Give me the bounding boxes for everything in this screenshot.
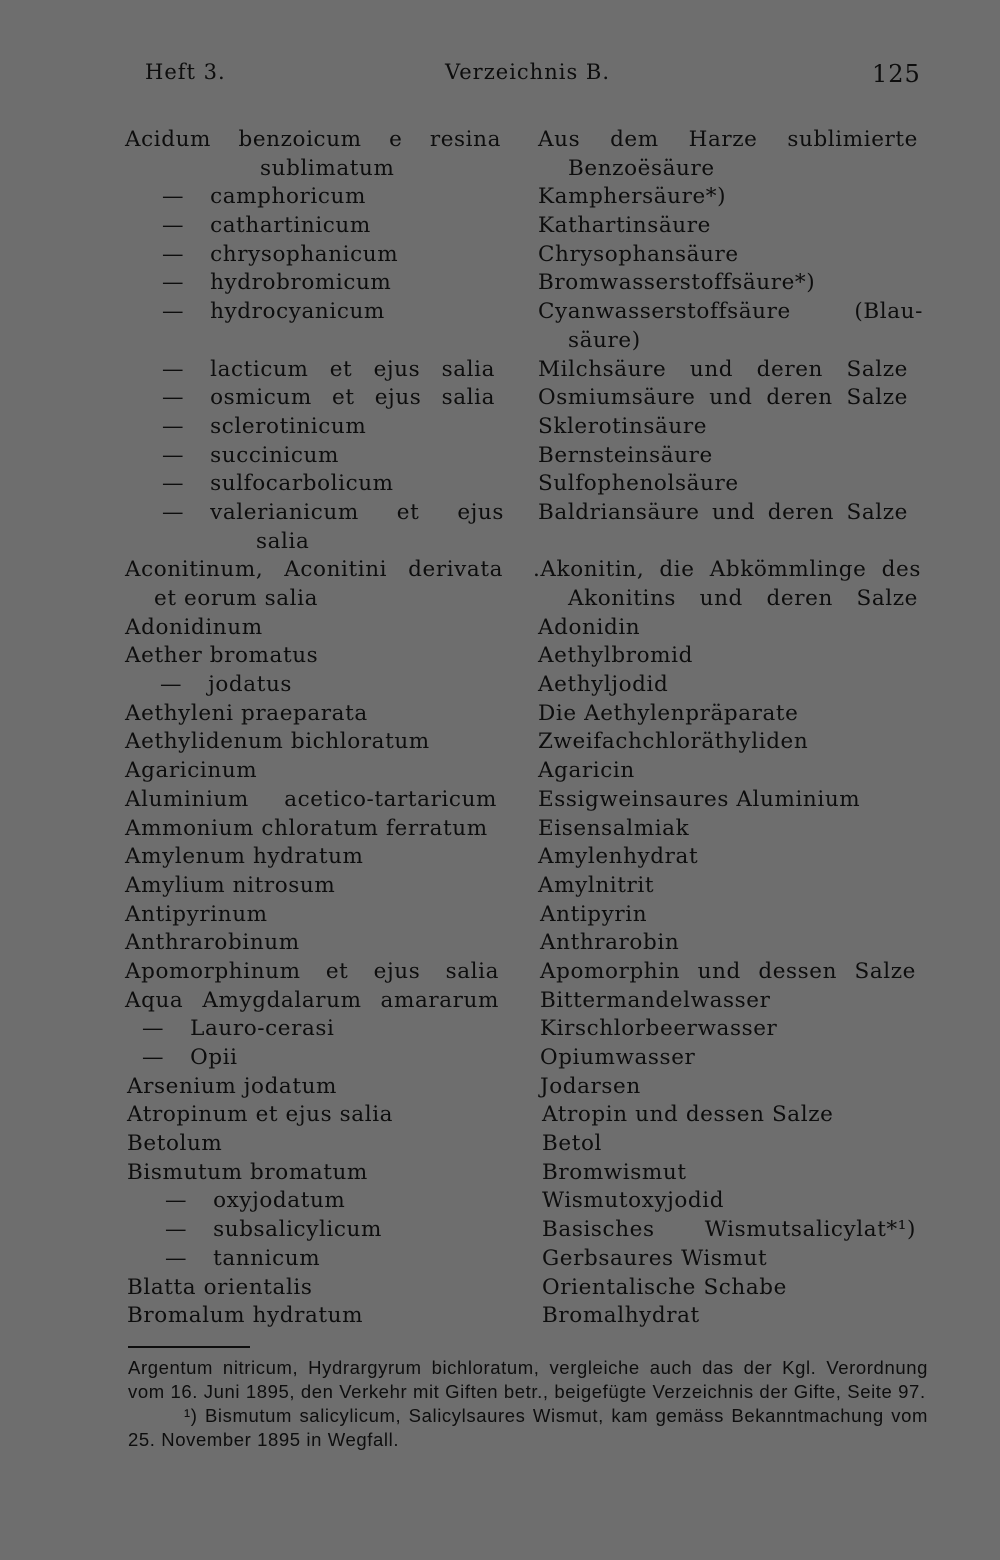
german-name: Amylenhydrat bbox=[538, 844, 699, 870]
german-name: Sklerotinsäure bbox=[538, 413, 708, 439]
latin-name-text: Aqua Amygdalarum amararum bbox=[125, 987, 499, 1013]
german-name: Zweifachchloräthyliden bbox=[538, 729, 809, 755]
latin-name bbox=[165, 1188, 545, 1213]
german-name: Apomorphin und dessen Salze bbox=[540, 958, 916, 984]
latin-name bbox=[125, 873, 505, 898]
german-name: Atropin und dessen Salze bbox=[542, 1102, 834, 1128]
latin-name-text: Blatta orientalis bbox=[127, 1274, 313, 1300]
latin-name bbox=[142, 1045, 522, 1070]
latin-name bbox=[125, 816, 505, 841]
table-row bbox=[0, 299, 1000, 328]
latin-name bbox=[162, 414, 542, 439]
latin-name-text: Bromalum hydratum bbox=[127, 1303, 364, 1329]
latin-name bbox=[162, 385, 495, 410]
table-row bbox=[0, 500, 1000, 529]
ditto-dash: — bbox=[162, 213, 185, 239]
latin-name bbox=[125, 729, 505, 754]
table-row bbox=[0, 270, 1000, 299]
german-name: Chrysophansäure bbox=[538, 241, 739, 267]
latin-name bbox=[125, 988, 499, 1013]
table-row bbox=[0, 471, 1000, 500]
latin-name bbox=[162, 213, 542, 238]
ditto-dash: — bbox=[160, 672, 183, 698]
german-name: Aethylbromid bbox=[538, 643, 693, 669]
table-row bbox=[0, 586, 1000, 615]
ditto-dash: — bbox=[162, 241, 185, 267]
latin-name bbox=[125, 127, 501, 152]
german-name: Jodarsen bbox=[540, 1073, 641, 1099]
table-row bbox=[0, 443, 1000, 472]
table-row bbox=[0, 1160, 1000, 1189]
latin-name-text: Bismutum bromatum bbox=[127, 1159, 368, 1185]
latin-name bbox=[125, 959, 499, 984]
latin-name bbox=[125, 557, 503, 582]
ditto-dash: — bbox=[162, 499, 185, 525]
header-issue: Heft 3. bbox=[145, 60, 226, 84]
german-name: Akonitins und deren Salze bbox=[568, 586, 918, 611]
table-row bbox=[0, 1188, 1000, 1217]
latin-name-text: subsalicylicum bbox=[213, 1217, 382, 1243]
ditto-dash: — bbox=[165, 1188, 188, 1214]
latin-name bbox=[125, 902, 505, 927]
table-row bbox=[0, 1303, 1000, 1332]
latin-name bbox=[127, 1131, 507, 1156]
table-row bbox=[0, 959, 1000, 988]
ditto-dash: — bbox=[162, 270, 185, 296]
german-name: Bromalhydrat bbox=[542, 1303, 700, 1329]
latin-name bbox=[125, 643, 505, 668]
ditto-dash: — bbox=[165, 1217, 188, 1243]
table-row bbox=[0, 643, 1000, 672]
latin-name bbox=[160, 672, 540, 697]
latin-name-text: Aether bromatus bbox=[125, 643, 319, 669]
latin-name-text: oxyjodatum bbox=[213, 1188, 346, 1214]
latin-name bbox=[162, 471, 542, 496]
substance-table bbox=[0, 127, 1000, 1332]
ditto-dash: — bbox=[165, 1245, 188, 1271]
table-row bbox=[0, 701, 1000, 730]
latin-name bbox=[125, 844, 505, 869]
latin-name bbox=[142, 1016, 522, 1041]
page-number: 125 bbox=[872, 60, 921, 88]
german-name: Kamphersäure*) bbox=[538, 184, 727, 210]
german-name: Kathartinsäure bbox=[538, 213, 711, 239]
ditto-dash: — bbox=[162, 299, 185, 325]
latin-name bbox=[256, 529, 636, 554]
latin-name-text: succinicum bbox=[210, 442, 339, 468]
german-name: Betol bbox=[542, 1131, 602, 1157]
latin-name bbox=[165, 1217, 545, 1242]
latin-name-text: Amylenum hydratum bbox=[125, 844, 364, 870]
table-row bbox=[0, 615, 1000, 644]
german-name: Bittermandelwasser bbox=[540, 987, 771, 1013]
german-name: Kirschlorbeerwasser bbox=[540, 1016, 778, 1042]
latin-name-text: Betolum bbox=[127, 1131, 223, 1157]
table-row bbox=[0, 557, 1000, 586]
german-name: Anthrarobin bbox=[540, 930, 680, 956]
table-row bbox=[0, 1102, 1000, 1131]
german-name: Essigweinsaures Aluminium bbox=[538, 786, 861, 812]
ditto-dash: — bbox=[162, 184, 185, 210]
running-header bbox=[0, 60, 1000, 94]
latin-name-text: hydrobromicum bbox=[210, 270, 392, 296]
latin-name-text: salia bbox=[256, 528, 310, 554]
latin-name-text: cathartinicum bbox=[210, 213, 371, 239]
latin-name bbox=[125, 787, 497, 812]
footnote-rule bbox=[128, 1346, 250, 1348]
latin-name-text: Lauro-cerasi bbox=[190, 1016, 335, 1042]
latin-name bbox=[125, 930, 505, 955]
latin-name-text: Amylium nitrosum bbox=[125, 872, 336, 898]
latin-name bbox=[127, 1303, 507, 1328]
latin-name-text: Ammonium chloratum ferratum bbox=[125, 815, 488, 841]
table-row bbox=[0, 930, 1000, 959]
german-name: Eisensalmiak bbox=[538, 815, 690, 841]
latin-name bbox=[127, 1074, 507, 1099]
german-name: .Akonitin, die Abkömmlinge des bbox=[533, 557, 921, 583]
german-name: Adonidin bbox=[538, 614, 641, 640]
ditto-dash: — bbox=[142, 1045, 165, 1070]
latin-name-text: jodatus bbox=[208, 672, 293, 698]
latin-name bbox=[162, 357, 495, 382]
german-name: Baldriansäure und deren Salze bbox=[538, 499, 908, 525]
german-name: Wismutoxyjodid bbox=[542, 1188, 725, 1214]
latin-name-text: Adonidinum bbox=[125, 614, 263, 640]
table-row bbox=[0, 844, 1000, 873]
latin-name bbox=[125, 758, 505, 783]
german-name: Osmiumsäure und deren Salze bbox=[538, 385, 908, 411]
latin-name-text: Apomorphinum et ejus salia bbox=[125, 958, 499, 984]
table-row bbox=[0, 328, 1000, 357]
table-row bbox=[0, 184, 1000, 213]
latin-name bbox=[154, 586, 534, 611]
latin-name-text: Acidum benzoicum e resina bbox=[125, 127, 501, 152]
german-name: Opiumwasser bbox=[540, 1045, 696, 1070]
german-name: Bromwismut bbox=[542, 1159, 687, 1185]
latin-name bbox=[127, 1102, 507, 1127]
table-row bbox=[0, 156, 1000, 185]
header-title: Verzeichnis B. bbox=[445, 60, 610, 84]
german-name: Bromwasserstoffsäure*) bbox=[538, 270, 816, 296]
latin-name bbox=[125, 615, 505, 640]
table-row bbox=[0, 1074, 1000, 1103]
latin-name-text: sulfocarbolicum bbox=[210, 471, 394, 497]
latin-name-text: camphoricum bbox=[210, 184, 366, 210]
table-row bbox=[0, 1131, 1000, 1160]
table-row bbox=[0, 529, 1000, 558]
latin-name-text: sclerotinicum bbox=[210, 413, 367, 439]
table-row bbox=[0, 988, 1000, 1017]
table-row bbox=[0, 127, 1000, 156]
footnote-general: Argentum nitricum, Hydrargyrum bichloratum, vergleiche auch das der Kgl. Verordnung vom 16. Juni 1895, den Verkehr mit Giften betr., beigefügte Verzeichnis der Gifte, Seite 97. bbox=[128, 1357, 928, 1402]
german-name: Aethyljodid bbox=[538, 672, 669, 698]
table-row bbox=[0, 873, 1000, 902]
table-row bbox=[0, 1217, 1000, 1246]
latin-name-text: Anthrarobinum bbox=[125, 930, 300, 956]
latin-name-text: Atropinum et ejus salia bbox=[127, 1102, 394, 1128]
german-name: Milchsäure und deren Salze bbox=[538, 356, 908, 382]
latin-name-text: et eorum salia bbox=[154, 586, 319, 611]
german-name: Cyanwasserstoffsäure (Blau- bbox=[538, 299, 923, 325]
latin-name-text: Aethyleni praeparata bbox=[125, 700, 368, 726]
ditto-dash: — bbox=[142, 1016, 165, 1042]
german-name: säure) bbox=[568, 327, 641, 353]
table-row bbox=[0, 357, 1000, 386]
table-row bbox=[0, 729, 1000, 758]
table-row bbox=[0, 1275, 1000, 1304]
footnotes bbox=[128, 1356, 928, 1452]
table-row bbox=[0, 902, 1000, 931]
latin-name bbox=[162, 242, 542, 267]
table-row bbox=[0, 1045, 1000, 1074]
latin-name-text: Aluminium acetico-tartaricum bbox=[125, 786, 497, 812]
latin-name bbox=[162, 299, 542, 324]
german-name: Agaricin bbox=[538, 758, 635, 784]
latin-name bbox=[162, 184, 542, 209]
german-name: Orientalische Schabe bbox=[542, 1274, 787, 1300]
german-name: Aus dem Harze sublimierte bbox=[538, 127, 918, 152]
latin-name bbox=[127, 1160, 507, 1185]
footnote-1: ¹) Bismutum salicylicum, Salicylsaures Wismut, kam gemäss Bekanntmachung vom 25. November 1895 in Wegfall. bbox=[128, 1405, 928, 1450]
german-name: Bernsteinsäure bbox=[538, 442, 713, 468]
latin-name bbox=[127, 1275, 507, 1300]
latin-name-text: lacticum et ejus salia bbox=[210, 356, 495, 382]
table-row bbox=[0, 1016, 1000, 1045]
table-row bbox=[0, 758, 1000, 787]
latin-name-text: Aconitinum, Aconitini derivata bbox=[125, 557, 503, 583]
table-row bbox=[0, 1246, 1000, 1275]
latin-name-text: osmicum et ejus salia bbox=[210, 385, 495, 411]
latin-name-text: sublimatum bbox=[260, 155, 395, 181]
latin-name-text: tannicum bbox=[213, 1245, 321, 1271]
latin-name bbox=[162, 500, 504, 525]
latin-name-text: valerianicum et ejus bbox=[210, 499, 504, 525]
table-row bbox=[0, 816, 1000, 845]
german-name: Benzoësäure bbox=[568, 155, 715, 181]
table-row bbox=[0, 242, 1000, 271]
german-name: Antipyrin bbox=[540, 901, 648, 927]
latin-name bbox=[162, 270, 542, 295]
latin-name-text: Antipyrinum bbox=[125, 901, 268, 927]
german-name: Amylnitrit bbox=[538, 872, 655, 898]
table-row bbox=[0, 672, 1000, 701]
latin-name-text: Arsenium jodatum bbox=[127, 1073, 338, 1099]
ditto-dash: — bbox=[162, 385, 185, 411]
latin-name-text: Agaricinum bbox=[125, 758, 258, 784]
latin-name-text: Aethylidenum bichloratum bbox=[125, 729, 430, 755]
table-row bbox=[0, 414, 1000, 443]
latin-name bbox=[162, 443, 542, 468]
table-row bbox=[0, 385, 1000, 414]
latin-name bbox=[125, 701, 505, 726]
ditto-dash: — bbox=[162, 471, 185, 497]
ditto-dash: — bbox=[162, 413, 185, 439]
latin-name bbox=[165, 1246, 545, 1271]
german-name: Sulfophenolsäure bbox=[538, 471, 739, 497]
german-name: Die Aethylenpräparate bbox=[538, 700, 799, 726]
latin-name-text: chrysophanicum bbox=[210, 241, 399, 267]
latin-name-text: Opii bbox=[190, 1045, 238, 1070]
table-row bbox=[0, 213, 1000, 242]
german-name: Gerbsaures Wismut bbox=[542, 1245, 768, 1271]
ditto-dash: — bbox=[162, 356, 185, 382]
german-name: Basisches Wismutsalicylat*¹) bbox=[542, 1217, 916, 1243]
table-row bbox=[0, 787, 1000, 816]
latin-name-text: hydrocyanicum bbox=[210, 299, 385, 325]
ditto-dash: — bbox=[162, 442, 185, 468]
